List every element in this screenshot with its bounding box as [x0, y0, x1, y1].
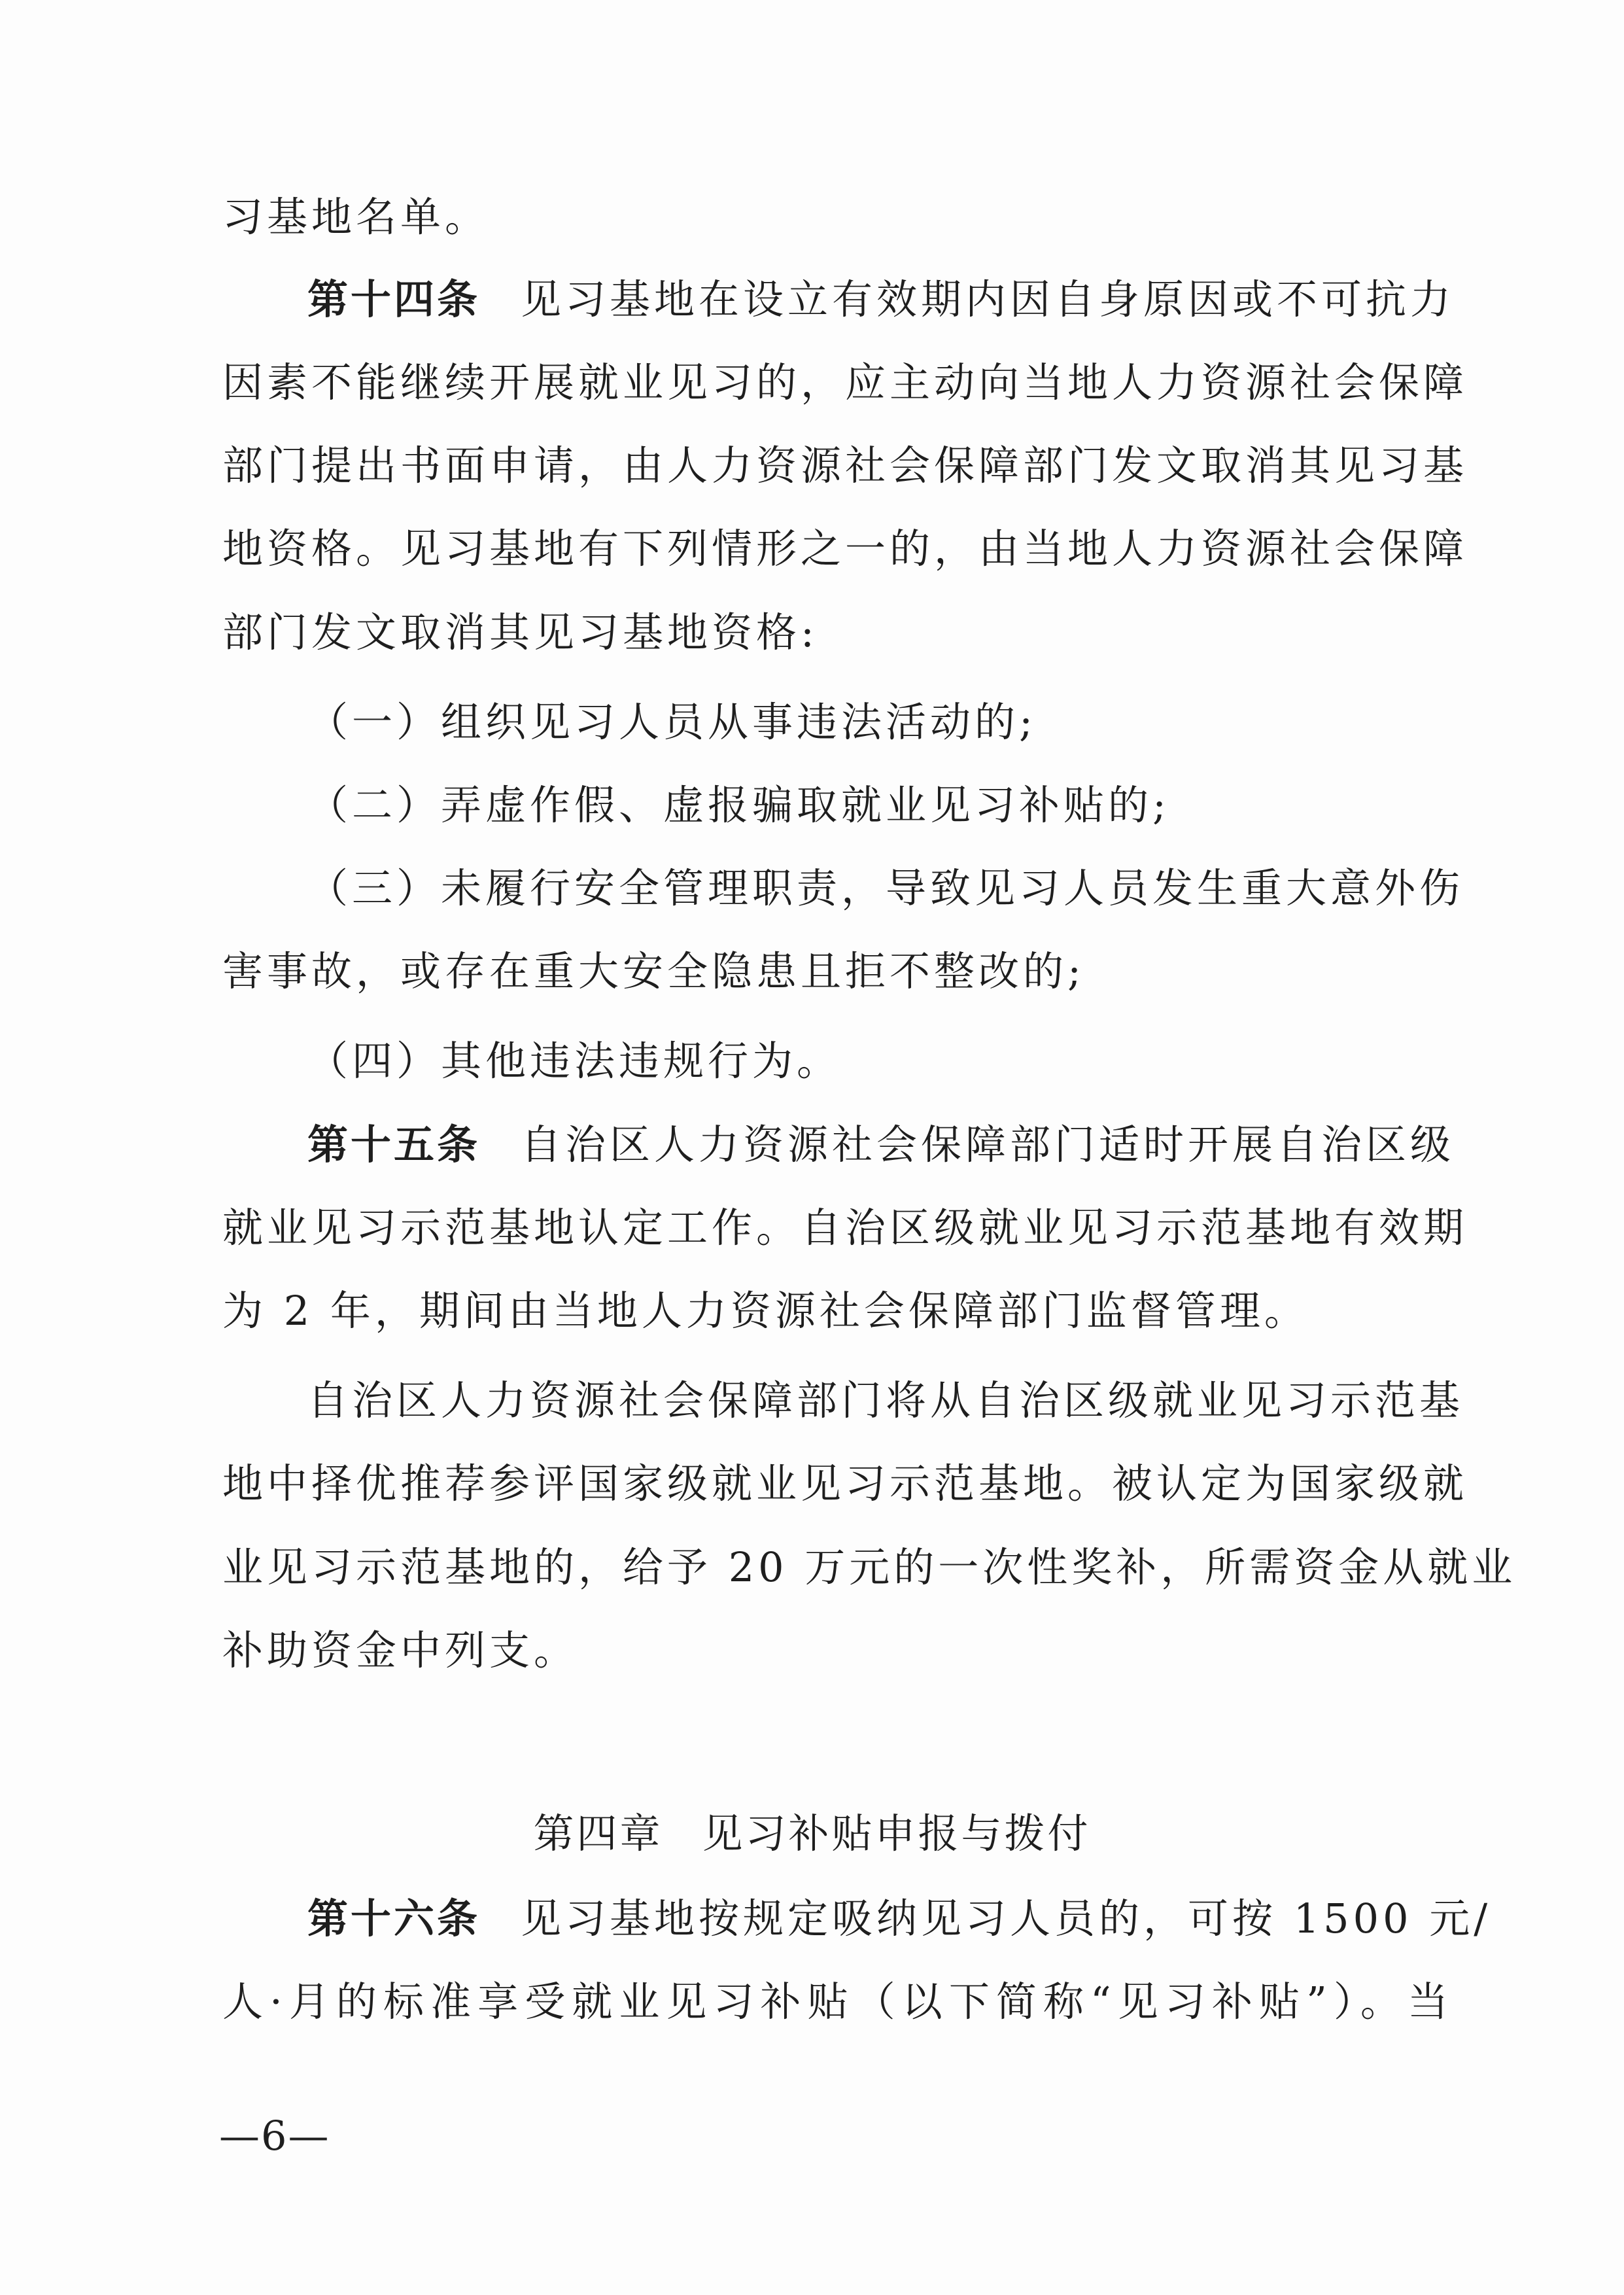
- text-line: 自治区人力资源社会保障部门将从自治区级就业见习示范基: [307, 1376, 1464, 1424]
- article-14-label: 第十四条: [307, 275, 481, 323]
- list-item: （四）其他违法违规行为。: [307, 1037, 842, 1085]
- article-14-line-1: [307, 273, 1455, 326]
- text-line: 业见习示范基地的，给予 20 万元的一次性奖补，所需资金从就业: [222, 1543, 1517, 1591]
- article-14-text: 见习基地在设立有效期内因自身原因或不可抗力: [521, 275, 1455, 323]
- list-item: （二）弄虚作假、虚报骗取就业见习补贴的;: [307, 781, 1170, 829]
- text-line: 补助资金中列支。: [222, 1626, 579, 1674]
- text-line: 为 2 年，期间由当地人力资源社会保障部门监督管理。: [222, 1287, 1309, 1335]
- text-line: 因素不能继续开展就业见习的，应主动向当地人力资源社会保障: [222, 359, 1468, 406]
- text-line: 就业见习示范基地认定工作。自治区级就业见习示范基地有效期: [222, 1204, 1468, 1252]
- text-line: 人·月的标准享受就业见习补贴（以下简称“见习补贴”）。当: [222, 1978, 1452, 2025]
- article-15-line-1: [307, 1119, 1455, 1171]
- text-line: 部门发文取消其见习基地资格:: [222, 608, 818, 656]
- chapter-number: 第四章: [533, 1810, 663, 1857]
- list-item: （一）组织见习人员从事违法活动的;: [307, 698, 1037, 746]
- text-line: 习基地名单。: [222, 193, 490, 241]
- text-line: 害事故，或存在重大安全隐患且拒不整改的;: [222, 947, 1085, 995]
- article-15-text: 自治区人力资源社会保障部门适时开展自治区级: [521, 1121, 1455, 1168]
- article-16-text: 见习基地按规定吸纳见习人员的，可按 1500 元/: [521, 1895, 1492, 1942]
- text-line: 部门提出书面申请，由人力资源社会保障部门发文取消其见习基: [222, 442, 1468, 489]
- chapter-title: 见习补贴申报与拨付: [702, 1810, 1091, 1857]
- article-16-line-1: [307, 1893, 1492, 1945]
- article-15-label: 第十五条: [307, 1121, 481, 1168]
- page-number: —6—: [219, 2112, 330, 2160]
- chapter-heading: [0, 1808, 1624, 1860]
- text-line: 地资格。见习基地有下列情形之一的，由当地人力资源社会保障: [222, 525, 1468, 572]
- article-16-label: 第十六条: [307, 1895, 481, 1942]
- text-line: 地中择优推荐参评国家级就业见习示范基地。被认定为国家级就: [222, 1460, 1468, 1507]
- list-item: （三）未履行安全管理职责，导致见习人员发生重大意外伤: [307, 864, 1464, 912]
